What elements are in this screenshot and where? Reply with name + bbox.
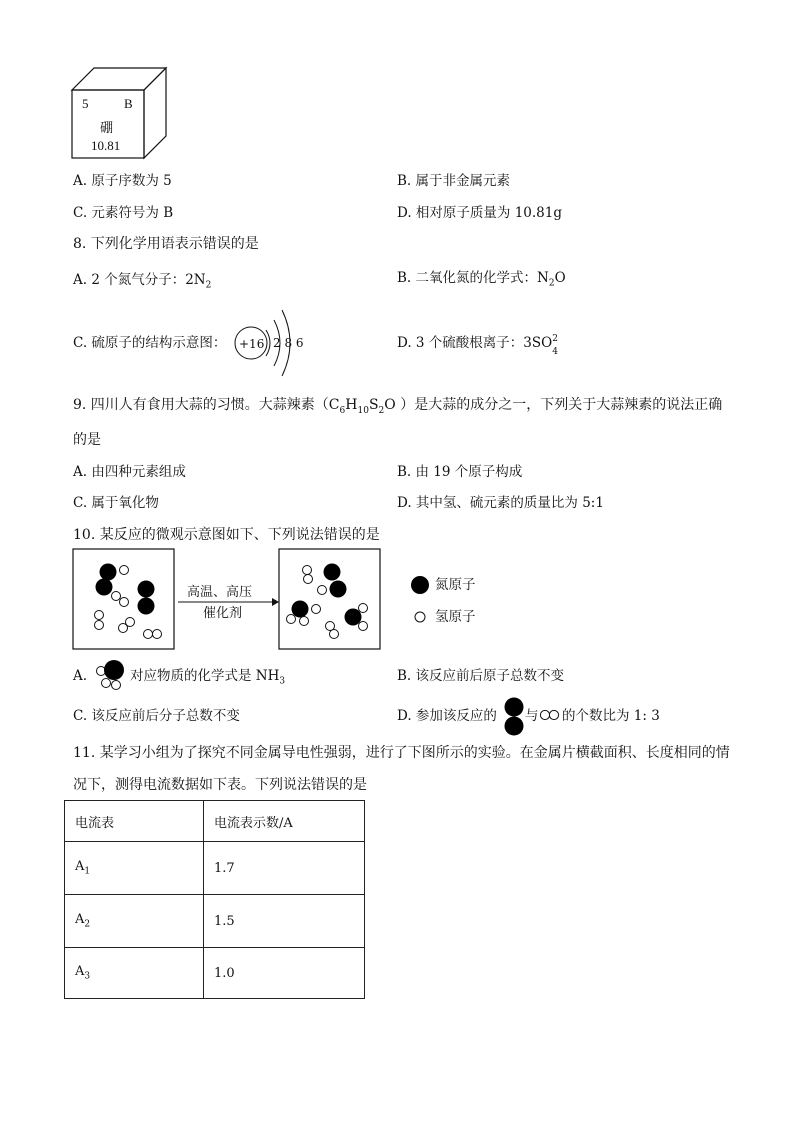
q8-b-tail: O	[554, 270, 566, 286]
nitrogen-molecule-icon	[503, 696, 525, 738]
reaction-condition-top: 高温、高压	[187, 585, 253, 600]
table-cell-reading: 1.0	[204, 948, 365, 999]
q8-option-a[interactable]	[73, 271, 211, 295]
q8-a-sub: 2	[205, 280, 212, 291]
q9-option-b[interactable]: B. 由 19 个原子构成	[397, 464, 523, 480]
legend-hydrogen-label: 氢原子	[435, 609, 476, 625]
table-header-reading: 电流表示数/A	[204, 801, 365, 842]
q9-sub-s: 2	[378, 405, 385, 416]
q7-option-b[interactable]: B. 属于非金属元素	[397, 173, 511, 189]
q9-stem-line2: 的是	[73, 432, 101, 448]
table-cell-reading: 1.5	[204, 895, 365, 948]
q10-option-c[interactable]: C. 该反应前后分子总数不变	[73, 708, 240, 724]
reaction-condition-bottom: 催化剂	[203, 606, 243, 621]
element-atomic-number: 5	[82, 96, 89, 111]
q9-sub-h: 10	[357, 405, 369, 416]
q7-option-c[interactable]: C. 元素符号为 B	[73, 205, 174, 221]
sulfur-nucleus-charge: +16	[239, 337, 265, 351]
table-header-meter: 电流表	[65, 801, 204, 842]
q9-option-d[interactable]: D. 其中氢、硫元素的质量比为 5:1	[397, 495, 604, 511]
element-mass: 10.81	[91, 138, 121, 153]
q9-stem-2: O ）是大蒜的成分之一，下列关于大蒜辣素的说法正确	[384, 397, 723, 413]
q8-b-text: B. 二氧化氮的化学式：N	[397, 270, 549, 286]
q9-sub-c: 6	[339, 405, 346, 416]
q7-option-a[interactable]: A. 原子序数为 5	[73, 173, 172, 189]
q8-d-sup: 2	[552, 334, 558, 344]
q9-s: S	[368, 397, 379, 413]
q10-a-text: 对应物质的化学式是 NH	[130, 668, 280, 684]
q11-stem-line2: 况下，测得电流数据如下表。下列说法错误的是	[73, 777, 367, 793]
legend-hydrogen-atom-icon	[413, 610, 427, 624]
sulfur-electron-shells: 2 8 6	[273, 336, 304, 350]
q9-option-a[interactable]: A. 由四种元素组成	[73, 464, 186, 480]
hydrogen-molecule-icon	[539, 709, 561, 721]
legend-nitrogen-label: 氮原子	[435, 577, 476, 593]
q10-d-prefix: D. 参加该反应的	[397, 708, 497, 724]
q10-d-tail: 的个数比为 1: 3	[562, 708, 660, 724]
q10-option-d[interactable]	[397, 707, 497, 725]
q10-a-sub: 3	[279, 676, 286, 687]
table-row	[65, 842, 365, 895]
q8-b-sub: 2	[548, 278, 555, 289]
element-symbol: B	[124, 96, 133, 111]
table-cell-meter: $A_2$	[65, 895, 204, 948]
q8-d-text: D. 3 个硫酸根离子：3SO	[397, 335, 553, 351]
table-cell-meter: $A_3$	[65, 948, 204, 999]
q8-option-d[interactable]	[397, 334, 560, 357]
q9-stem-1: 9. 四川人有食用大蒜的习惯。大蒜辣素（C	[73, 397, 340, 413]
q8-option-c[interactable]: C. 硫原子的结构示意图：	[73, 335, 227, 351]
legend-nitrogen-atom-icon	[410, 575, 430, 595]
q9-stem	[73, 395, 722, 421]
q10-stem: 10. 某反应的微观示意图如下、下列说法错误的是	[73, 527, 380, 543]
q10-a-prefix: A.	[73, 668, 88, 684]
q8-option-b[interactable]	[397, 269, 566, 293]
table-cell-meter: $A_1$	[65, 842, 204, 895]
q8-a-text: A. 2 个氮气分子：2N	[73, 272, 206, 288]
q11-stem-line1: 11. 某学习小组为了探究不同金属导电性强弱，进行了下图所示的实验。在金属片横截面积、长度相同的情	[73, 745, 730, 761]
element-name: 硼	[100, 120, 114, 135]
q10-option-a[interactable]	[73, 667, 87, 685]
ammonia-molecule-icon	[93, 658, 127, 692]
current-table	[64, 800, 365, 999]
q10-d-mid: 与	[525, 708, 539, 724]
q8-stem: 8. 下列化学用语表示错误的是	[73, 236, 259, 252]
q9-h: H	[345, 397, 358, 413]
table-row	[65, 948, 365, 999]
q10-a-formula	[130, 667, 285, 691]
q8-d-sub: 4	[552, 347, 558, 357]
q7-option-d[interactable]: D. 相对原子质量为 10.81g	[397, 205, 563, 221]
q9-option-c[interactable]: C. 属于氧化物	[73, 495, 159, 511]
table-cell-reading: 1.7	[204, 842, 365, 895]
q10-option-b[interactable]: B. 该反应前后原子总数不变	[397, 668, 565, 684]
table-row	[65, 895, 365, 948]
